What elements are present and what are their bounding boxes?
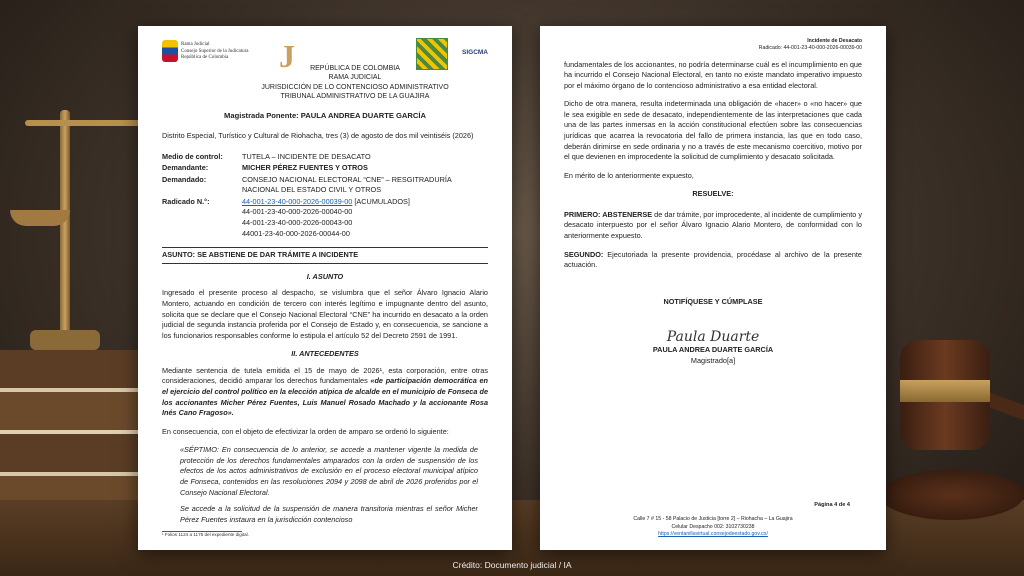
quote-continuation: Se accede a la solicitud de la suspensión de manera transitoria mientras el señor Micher Pérez Fuentes instaura en la jurisdicción contencioso (180, 504, 478, 524)
radicado-key: Radicado N.°: (162, 196, 210, 206)
gavel-band (900, 380, 990, 402)
signer-name: PAULA ANDREA DUARTE GARCÍA (652, 345, 774, 355)
footnote: ¹ Folios 1124 a 1175 del expediente digital. (162, 532, 249, 538)
radicado-item: 44001-23-40-000-2026-00044-00 (242, 228, 350, 238)
resolution-primero: PRIMERO: ABSTENERSE de dar trámite, por improcedente, al incidente de cumplimiento y desacato interpuesto por el señor Álvaro Ignacio Alario Montero, de conformidad con lo anteriormente expuesto. (564, 209, 862, 241)
scale-pan (10, 210, 70, 226)
magistrate-line: Magistrada Ponente: PAULA ANDREA DUARTE GARCÍA (224, 111, 426, 120)
footer-address: Calle 7 # 15 - 58 Palacio de Justicia [torre 2] – Riohacha – La Guajira (633, 516, 793, 522)
page-header (564, 38, 862, 52)
medio-value: TUTELA – INCIDENTE DE DESACATO (242, 151, 371, 161)
signature-block (564, 329, 862, 366)
section-antecedentes-text-2: En consecuencia, con el objeto de efectivizar la orden de amparo se ordenó lo siguiente: (162, 426, 449, 436)
scale-beam (25, 120, 145, 126)
court-heading: REPÚBLICA DE COLOMBIA RAMA JUDICIAL JURISDICCIÓN DE LO CONTENCIOSO ADMINISTRATIVO TRIBUNAL ADMINISTRATIVO DE LA GUAJIRA (261, 65, 449, 101)
radicado-link[interactable]: 44-001-23-40-000-2026-00039-00 (242, 196, 353, 206)
sigcma-label: SIGCMA (462, 49, 488, 56)
document-page-left (138, 26, 512, 550)
footer-link[interactable]: https://ventanillavirtual.consejodeestado.gov.co/ (658, 531, 768, 538)
colombia-seal-icon (162, 40, 178, 62)
demandante-value: MICHER PÉREZ FUENTES Y OTROS (242, 163, 368, 173)
city-date: Distrito Especial, Turístico y Cultural de Riohacha, tres (3) de agosto de dos mil veintiséis (2026) (162, 131, 474, 140)
resolution-segundo: SEGUNDO: Ejecutoriada la presente providencia, procédase al archivo de la presente actuación. (564, 249, 862, 270)
section-antecedentes-title: II. ANTECEDENTES (291, 349, 359, 359)
page-footer (540, 516, 886, 539)
medio-key: Medio de control: (162, 151, 223, 161)
paragraph-3: En mérito de lo anteriormente expuesto, (564, 170, 694, 180)
case-metadata (162, 152, 488, 240)
footer-phone: Celular Despacho 002: 3102730238 (671, 523, 755, 530)
seal-text: Rama Judicial Consejo Superior de la Judicatura República de Colombia (181, 42, 249, 60)
demandado-key: Demandado: (162, 174, 207, 184)
section-asunto-title: I. ASUNTO (306, 271, 344, 281)
header-radicado: Radicado: 44-001-23-40-000-2026-00039-00 (758, 44, 862, 51)
judicial-logo-icon: J (279, 38, 295, 74)
handwritten-signature: Paula Duarte (666, 329, 760, 346)
quote-septimo: «SÉPTIMO: En consecuencia de lo anterior, se accede a mantener vigente la medida de protección de los derechos fundamentales amparados con la orden de suspensión de los efectos de los actos administrativos de exclusión en el proceso electoral municipal atípico de Fonseca, contenidos en las resoluciones 2094 y 2098 de abril de 2026 proferidos por el Consejo Nacional Electoral. (180, 445, 478, 497)
asunto-bar: ASUNTO: SE ABSTIENE DE DAR TRÁMITE A INCIDENTE (162, 247, 488, 264)
radicado-item: 44-001-23-40-000-2026-00040-00 (242, 207, 353, 217)
radicado-item: 44-001-23-40-000-2026-00043-00 (242, 218, 353, 228)
gavel-block (880, 470, 1024, 520)
radicado-tag: [ACUMULADOS] (352, 196, 410, 206)
letterhead (162, 38, 488, 106)
scale-of-justice (60, 110, 70, 340)
section-asunto-text: Ingresado el presente proceso al despacho, se vislumbra que el señor Álvaro Ignacio Alario Montero, actuando en condición de tercero con interés legítimo e impugnante dentro del asunto, solicita que se declare que el Consejo Nacional Electoral “CNE” ha incurrido en desacato a la orden judicial de segunda instancia proferida por el Consejo de Estado y, en consecuencia, se sancione a los funcionarios responsables conforme lo estipula el artículo 52 del Decreto 2591 de 1991. (162, 288, 488, 340)
paragraph-2: Dicho de otra manera, resulta indeterminada una obligación de «hacer» o «no hacer» que le sea exigible en sede de desacato, independientemente de las interpretaciones que cada una de las partes inmersas en la acción constitucional efectúen sobre las consecuencias jurídicas que acarrea la revocatoria del fallo de primera instancia, las que en todo caso, deberán dirimirse en sede ordinaria y no a través de este mecanismo coercitivo, motivo por el que devienen en improcedente la solicitud de cumplimiento y desacato solicitada. (564, 99, 862, 162)
radicado-values (242, 197, 488, 239)
demandado-value: CONSEJO NACIONAL ELECTORAL “CNE” – RESGITRADURÍA NACIONAL DEL ESTADO CIVIL Y OTROS (242, 174, 452, 195)
notify-line: NOTIFÍQUESE Y CÚMPLASE (663, 296, 763, 306)
image-credit: Crédito: Documento judicial / IA (452, 560, 572, 570)
scale-base (30, 330, 100, 350)
header-title: Incidente de Desacato (807, 38, 862, 44)
signer-role: Magistrado[a] (690, 355, 736, 365)
section-antecedentes-text: Mediante sentencia de tutela emitida el 15 de mayo de 2026¹, esta corporación, entre otras consideraciones, decidió amparar los derechos fundamentales «de participación democrática en el ejercicio del control político en la elección atípica de alcalde en el municipio de Fonseca de los accionantes Micher Pérez Fuentes, Luis Manuel Rosado Machado y la accionante Rosa Inés Cano Fragoso». (162, 365, 488, 418)
resuelve-heading: RESUELVE: (692, 189, 734, 199)
document-page-right (540, 26, 886, 550)
demandante-key: Demandante: (162, 163, 209, 173)
page-number: Página 4 de 4 (814, 502, 850, 508)
paragraph-1: fundamentales de los accionantes, no podría determinarse cuál es el incumplimiento en que ha incurrido el Consejo Nacional Electoral, en tanto no existe mandato imperativo impuesto por el máximo órgano de lo contencioso administrativo a esa entidad electoral. (564, 59, 862, 90)
